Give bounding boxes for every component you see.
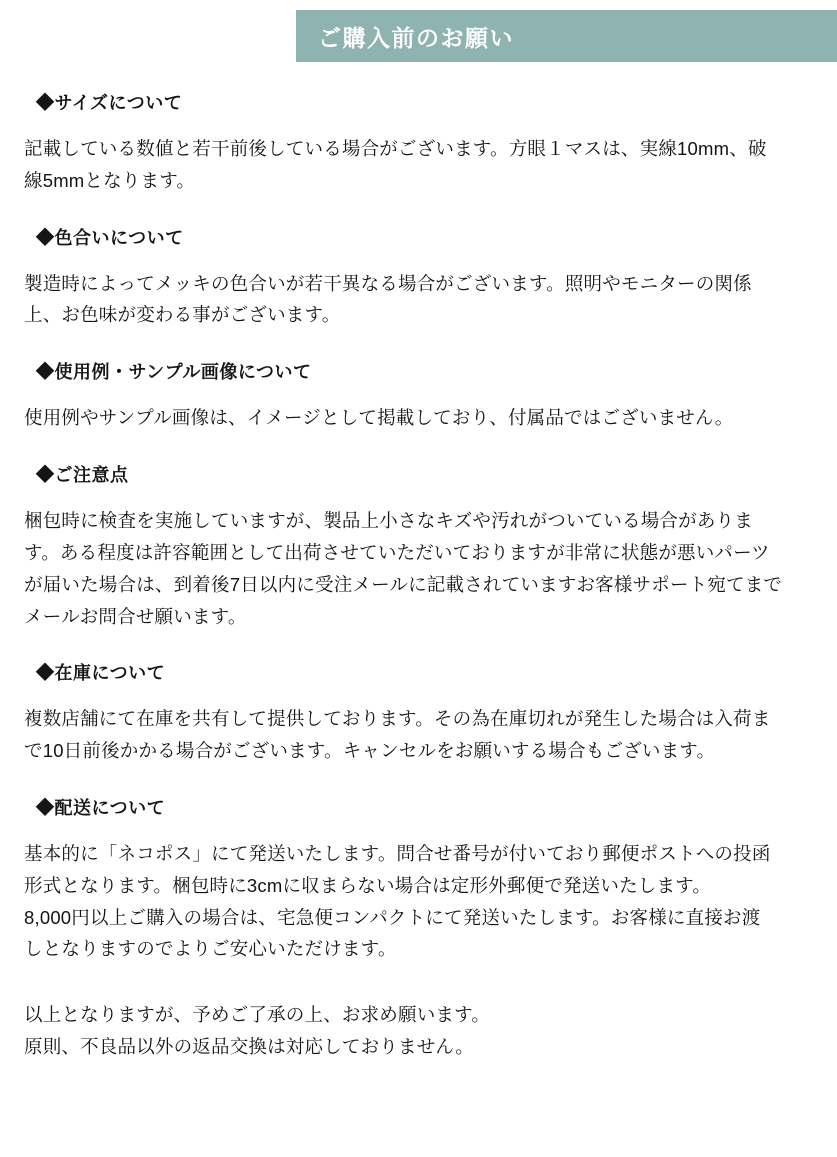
body-line: 記載している数値と若干前後している場合がございます。方眼１マスは、実線10mm、破 [24, 138, 767, 159]
body-line: 製造時によってメッキの色合いが若干異なる場合がございます。照明やモニターの関係 [24, 272, 752, 294]
section-shipping [18, 794, 819, 965]
body-line: が届いた場合は、到着後7日以内に受注メールに記載されていますお客様サポート宛てまで [24, 573, 783, 595]
closing-line: 以上となりますが、予めご了承の上、お求め願います。 [24, 1004, 491, 1026]
body-line: 線5mmとなります。 [24, 169, 196, 191]
section-heading: ◆サイズについて [36, 93, 183, 113]
body-line: 梱包時に検査を実施していますが、製品上小さなキズや汚れがついている場合がありま [24, 510, 753, 532]
closing-line: 原則、不良品以外の返品交換は対応しておりません。 [24, 1036, 474, 1057]
body-line: 上、お色味が変わる事がございます。 [24, 304, 341, 326]
page-title: ご購入前のお願い [318, 24, 514, 51]
section-color [18, 224, 819, 332]
body-line: で10日前後かかる場合がございます。キャンセルをお願いする場合もございます。 [24, 740, 716, 762]
section-size [18, 89, 819, 197]
body-line: 形式となります。梱包時に3cmに収まらない場合は定形外郵便で発送いたします。 [24, 874, 712, 896]
body-line: 使用例やサンプル画像は、イメージとして掲載しており、付属品ではございません。 [24, 407, 734, 429]
section-cautions [18, 461, 819, 632]
header-band-left-gap [0, 10, 296, 62]
section-stock [18, 659, 819, 767]
body-line: メールお問合せ願います。 [24, 605, 247, 627]
section-body [24, 402, 819, 434]
section-body [24, 838, 819, 965]
section-heading: ◆在庫について [36, 663, 166, 684]
section-body [24, 703, 819, 767]
body-line: す。ある程度は許容範囲として出荷させていただいておりますが非常に状態が悪いパーツ [24, 541, 770, 563]
section-heading: ◆使用例・サンプル画像について [36, 362, 312, 383]
body-line: しとなりますのでよりご安心いただけます。 [24, 938, 397, 960]
document-content [0, 62, 837, 1063]
section-body [24, 505, 819, 632]
body-line: 8,000円以上ご購入の場合は、宅急便コンパクトにて発送いたします。お客様に直接お渡 [24, 906, 761, 928]
section-sample-images [18, 358, 819, 434]
section-heading: ◆色合いについて [36, 227, 184, 248]
closing-note [24, 999, 819, 1063]
section-heading: ◆ご注意点 [36, 465, 129, 486]
section-body [24, 268, 819, 332]
body-line: 基本的に「ネコポス」にて発送いたします。問合せ番号が付いており郵便ポストへの投函 [24, 842, 771, 864]
body-line: 複数店舗にて在庫を共有して提供しております。その為在庫切れが発生した場合は入荷ま [24, 708, 771, 730]
section-body [24, 133, 819, 197]
section-heading: ◆配送について [36, 797, 166, 818]
